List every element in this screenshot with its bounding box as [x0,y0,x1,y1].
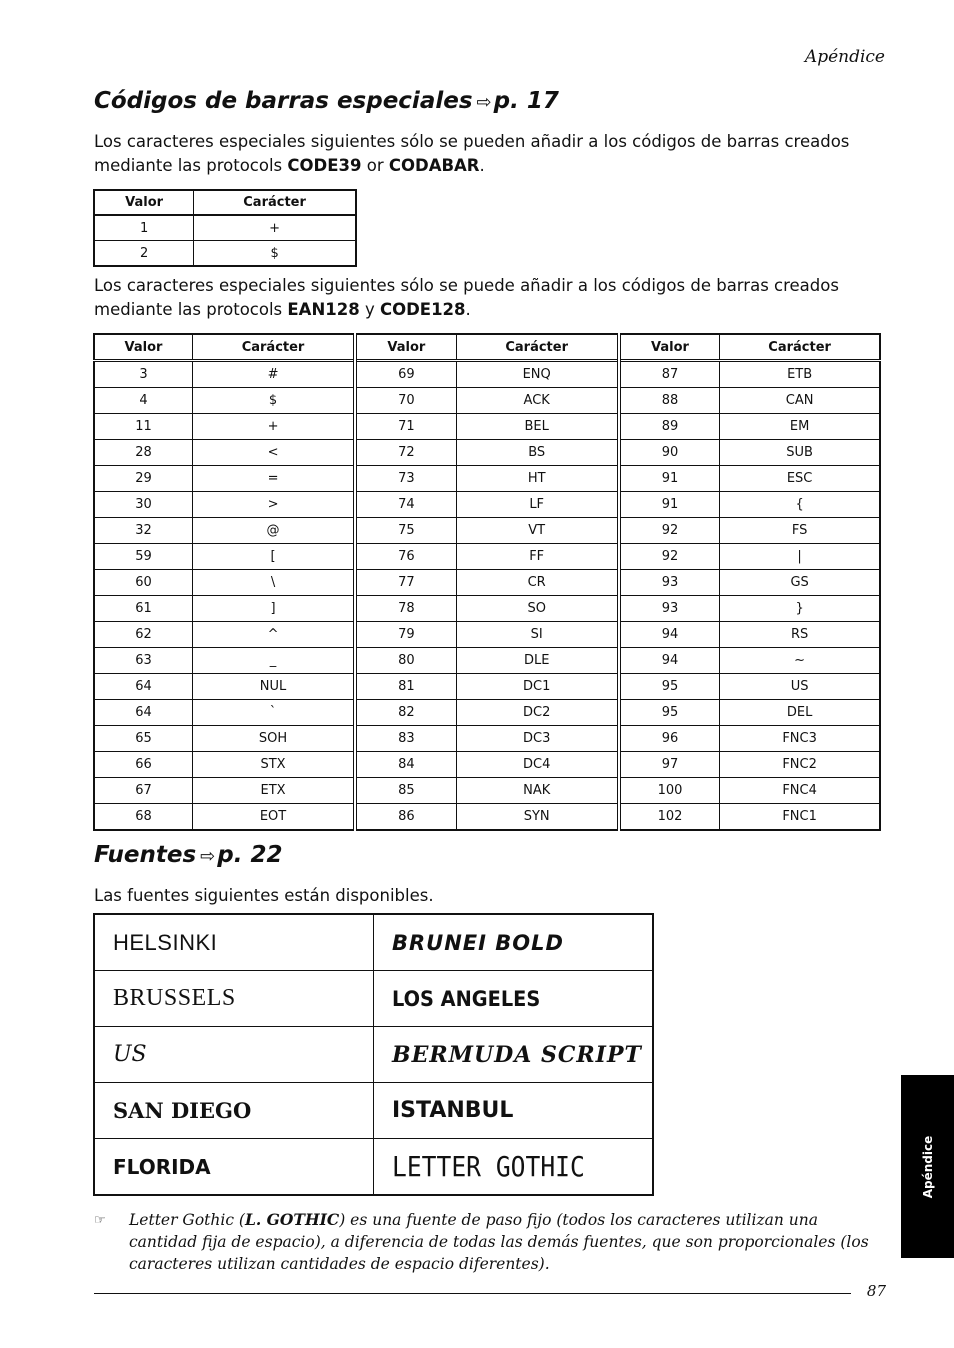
page-reference: p. 17 [493,88,559,114]
table-cell: 68 [94,804,192,831]
protocol-name: CODE39 [287,156,362,175]
table-cell: 77 [355,570,456,596]
table-cell: 69 [355,361,456,388]
table-cell: < [192,440,355,466]
font-sample-cell [374,1139,654,1196]
intro-text: or [361,156,389,175]
table-cell: SI [456,622,619,648]
table-cell: 29 [94,466,192,492]
table-cell: _ [192,648,355,674]
table-cell: 88 [619,388,720,414]
table-cell: DC4 [456,752,619,778]
table-cell: STX [192,752,355,778]
table-cell: | [720,544,880,570]
special-chars-table-code39 [93,189,357,267]
note-text-part: Letter Gothic ( [129,1211,245,1229]
table-cell: HT [456,466,619,492]
table-cell: RS [720,622,880,648]
table-cell: ~ [720,648,880,674]
table-cell: 89 [619,414,720,440]
font-sample-letter-gothic: LETTER GOTHIC [392,1150,585,1183]
table-cell: ACK [456,388,619,414]
table-cell: SUB [720,440,880,466]
protocol-name: CODABAR [388,156,480,175]
table-row [94,596,880,622]
special-chars-table-ean128 [93,333,881,831]
table-cell: 73 [355,466,456,492]
table-cell: ENQ [456,361,619,388]
table-cell: US [720,674,880,700]
table-cell: 78 [355,596,456,622]
table-cell: CR [456,570,619,596]
table-cell: 1 [94,215,194,241]
table-cell: 63 [94,648,192,674]
intro-text: . [465,300,471,319]
page-reference: p. 22 [217,842,283,868]
side-tab-label: Apéndice [920,1135,935,1198]
table-cell: 94 [619,622,720,648]
table-cell: 94 [619,648,720,674]
column-header: Carácter [194,190,356,215]
font-sample-los-angeles: LOS ANGELES [392,986,541,1011]
table-cell: ] [192,596,355,622]
table-cell: VT [456,518,619,544]
table-cell: NUL [192,674,355,700]
section-title-barcodes [94,88,559,114]
section-title-text: Fuentes [94,842,197,868]
column-header: Carácter [456,334,619,361]
table-row [94,726,880,752]
table-cell: 4 [94,388,192,414]
table-row [94,1027,653,1083]
table-cell: @ [192,518,355,544]
table-cell: $ [192,388,355,414]
column-header: Valor [94,190,194,215]
table-row [94,466,880,492]
table-cell: ETB [720,361,880,388]
table-row [94,241,356,267]
font-sample-cell [374,914,654,971]
table-cell: FS [720,518,880,544]
table-cell: BEL [456,414,619,440]
table-row [94,778,880,804]
font-sample-helsinki: HELSINKI [113,929,218,955]
table-cell: FF [456,544,619,570]
pointing-hand-icon: ☞ [94,1213,106,1228]
arrow-right-outline-icon: ⇨ [200,846,216,867]
table-cell: = [192,466,355,492]
intro-text: . [479,156,485,175]
table-row [94,492,880,518]
table-cell: 93 [619,570,720,596]
table-cell: LF [456,492,619,518]
font-sample-cell [94,1083,374,1139]
page-number: 87 [866,1282,886,1300]
table-header-row [94,334,880,361]
note-text [129,1209,881,1275]
table-cell: 65 [94,726,192,752]
font-sample-us: US [113,1042,147,1067]
table-row [94,648,880,674]
column-header: Valor [94,334,192,361]
fonts-intro: Las fuentes siguientes están disponibles. [94,886,434,905]
table-cell: 30 [94,492,192,518]
table-row [94,1083,653,1139]
note-font-code: L. GOTHIC [244,1210,340,1229]
barcodes-intro-1 [94,130,886,178]
table-cell: 64 [94,700,192,726]
table-row [94,700,880,726]
table-cell: 59 [94,544,192,570]
column-header: Valor [619,334,720,361]
table-cell: BS [456,440,619,466]
table-cell: ^ [192,622,355,648]
section-title-text: Códigos de barras especiales [94,88,473,114]
table-cell: ESC [720,466,880,492]
table-cell: SYN [456,804,619,831]
table-cell: 61 [94,596,192,622]
table-cell: 76 [355,544,456,570]
table-row [94,971,653,1027]
table-cell: 62 [94,622,192,648]
table-cell: GS [720,570,880,596]
table-cell: NAK [456,778,619,804]
intro-text: Los caracteres especiales siguientes sólo se pueden añadir a los códigos de barras creados mediante las protocols [94,132,850,175]
table-cell: 102 [619,804,720,831]
column-header: Carácter [720,334,880,361]
table-cell: 28 [94,440,192,466]
table-cell: DLE [456,648,619,674]
note-text-part: ) es una fuente de paso fijo (todos los caracteres utilizan una cantidad fija de espacio), a diferencia de todas las demás fuentes, que son proporcionales (los caracteres utilizan cantidades de espacio diferentes). [129,1211,869,1273]
font-sample-cell [94,1027,374,1083]
table-cell: 75 [355,518,456,544]
table-cell: # [192,361,355,388]
table-cell: } [720,596,880,622]
arrow-right-outline-icon: ⇨ [476,92,492,113]
table-cell: 60 [94,570,192,596]
table-cell: + [192,414,355,440]
table-cell: 11 [94,414,192,440]
table-cell: 86 [355,804,456,831]
table-cell: 74 [355,492,456,518]
font-sample-cell [94,914,374,971]
font-sample-cell [374,1083,654,1139]
table-cell: FNC3 [720,726,880,752]
font-sample-istanbul: ISTANBUL [392,1098,514,1123]
table-cell: 84 [355,752,456,778]
table-cell: 82 [355,700,456,726]
table-cell: FNC4 [720,778,880,804]
table-cell: 3 [94,361,192,388]
table-row [94,752,880,778]
table-cell: 79 [355,622,456,648]
table-cell: + [194,215,356,241]
table-cell: { [720,492,880,518]
table-cell: SOH [192,726,355,752]
table-cell: 96 [619,726,720,752]
table-row [94,518,880,544]
table-row [94,674,880,700]
table-cell: 92 [619,544,720,570]
table-cell: > [192,492,355,518]
table-cell: 72 [355,440,456,466]
table-cell: 100 [619,778,720,804]
table-row [94,388,880,414]
table-cell: 80 [355,648,456,674]
table-cell: 91 [619,466,720,492]
font-sample-cell [94,971,374,1027]
table-cell: DC3 [456,726,619,752]
font-sample-brussels: BRUSSELS [113,985,236,1011]
table-cell: 67 [94,778,192,804]
table-cell: DC2 [456,700,619,726]
running-header: Apéndice [804,47,885,67]
table-row [94,570,880,596]
table-cell: 90 [619,440,720,466]
table-row [94,361,880,388]
table-cell: \ [192,570,355,596]
table-cell: 70 [355,388,456,414]
font-sample-brunei-bold: BRUNEI BOLD [392,930,564,955]
table-cell: DC1 [456,674,619,700]
table-cell: 32 [94,518,192,544]
table-header-row [94,190,356,215]
column-header: Valor [355,334,456,361]
table-cell: $ [194,241,356,267]
intro-text: y [359,300,380,319]
table-row [94,414,880,440]
table-row [94,440,880,466]
table-cell: ` [192,700,355,726]
table-cell: 92 [619,518,720,544]
table-cell: 81 [355,674,456,700]
table-cell: 66 [94,752,192,778]
table-cell: EOT [192,804,355,831]
font-sample-cell [94,1139,374,1196]
table-row [94,914,653,971]
table-cell: SO [456,596,619,622]
table-cell: 64 [94,674,192,700]
font-sample-florida: FLORIDA [113,1154,211,1179]
table-cell: 71 [355,414,456,440]
section-title-fonts [94,842,282,868]
font-sample-cell [374,1027,654,1083]
footer-rule [94,1293,851,1294]
protocol-name: EAN128 [287,300,360,319]
table-cell: FNC1 [720,804,880,831]
barcodes-intro-2 [94,274,886,322]
table-cell: 95 [619,674,720,700]
table-row [94,622,880,648]
table-cell: 95 [619,700,720,726]
protocol-name: CODE128 [379,300,466,319]
table-cell: ETX [192,778,355,804]
table-cell: 93 [619,596,720,622]
table-cell: CAN [720,388,880,414]
font-sample-san-diego: SAN DIEGO [113,1098,252,1123]
table-row [94,215,356,241]
table-cell: EM [720,414,880,440]
font-sample-cell [374,971,654,1027]
table-cell: DEL [720,700,880,726]
font-samples-table [93,913,654,1196]
table-cell: FNC2 [720,752,880,778]
section-side-tab [901,1075,954,1258]
table-row [94,1139,653,1196]
font-sample-bermuda-script: BERMUDA SCRIPT [392,1041,642,1068]
intro-text: Los caracteres especiales siguientes sólo se puede añadir a los códigos de barras creados mediante las protocols [94,276,839,319]
table-cell: 85 [355,778,456,804]
table-cell: 87 [619,361,720,388]
table-cell: 97 [619,752,720,778]
table-row [94,804,880,831]
table-cell: 91 [619,492,720,518]
table-row [94,544,880,570]
table-cell: 83 [355,726,456,752]
table-cell: 2 [94,241,194,267]
column-header: Carácter [192,334,355,361]
table-cell: [ [192,544,355,570]
